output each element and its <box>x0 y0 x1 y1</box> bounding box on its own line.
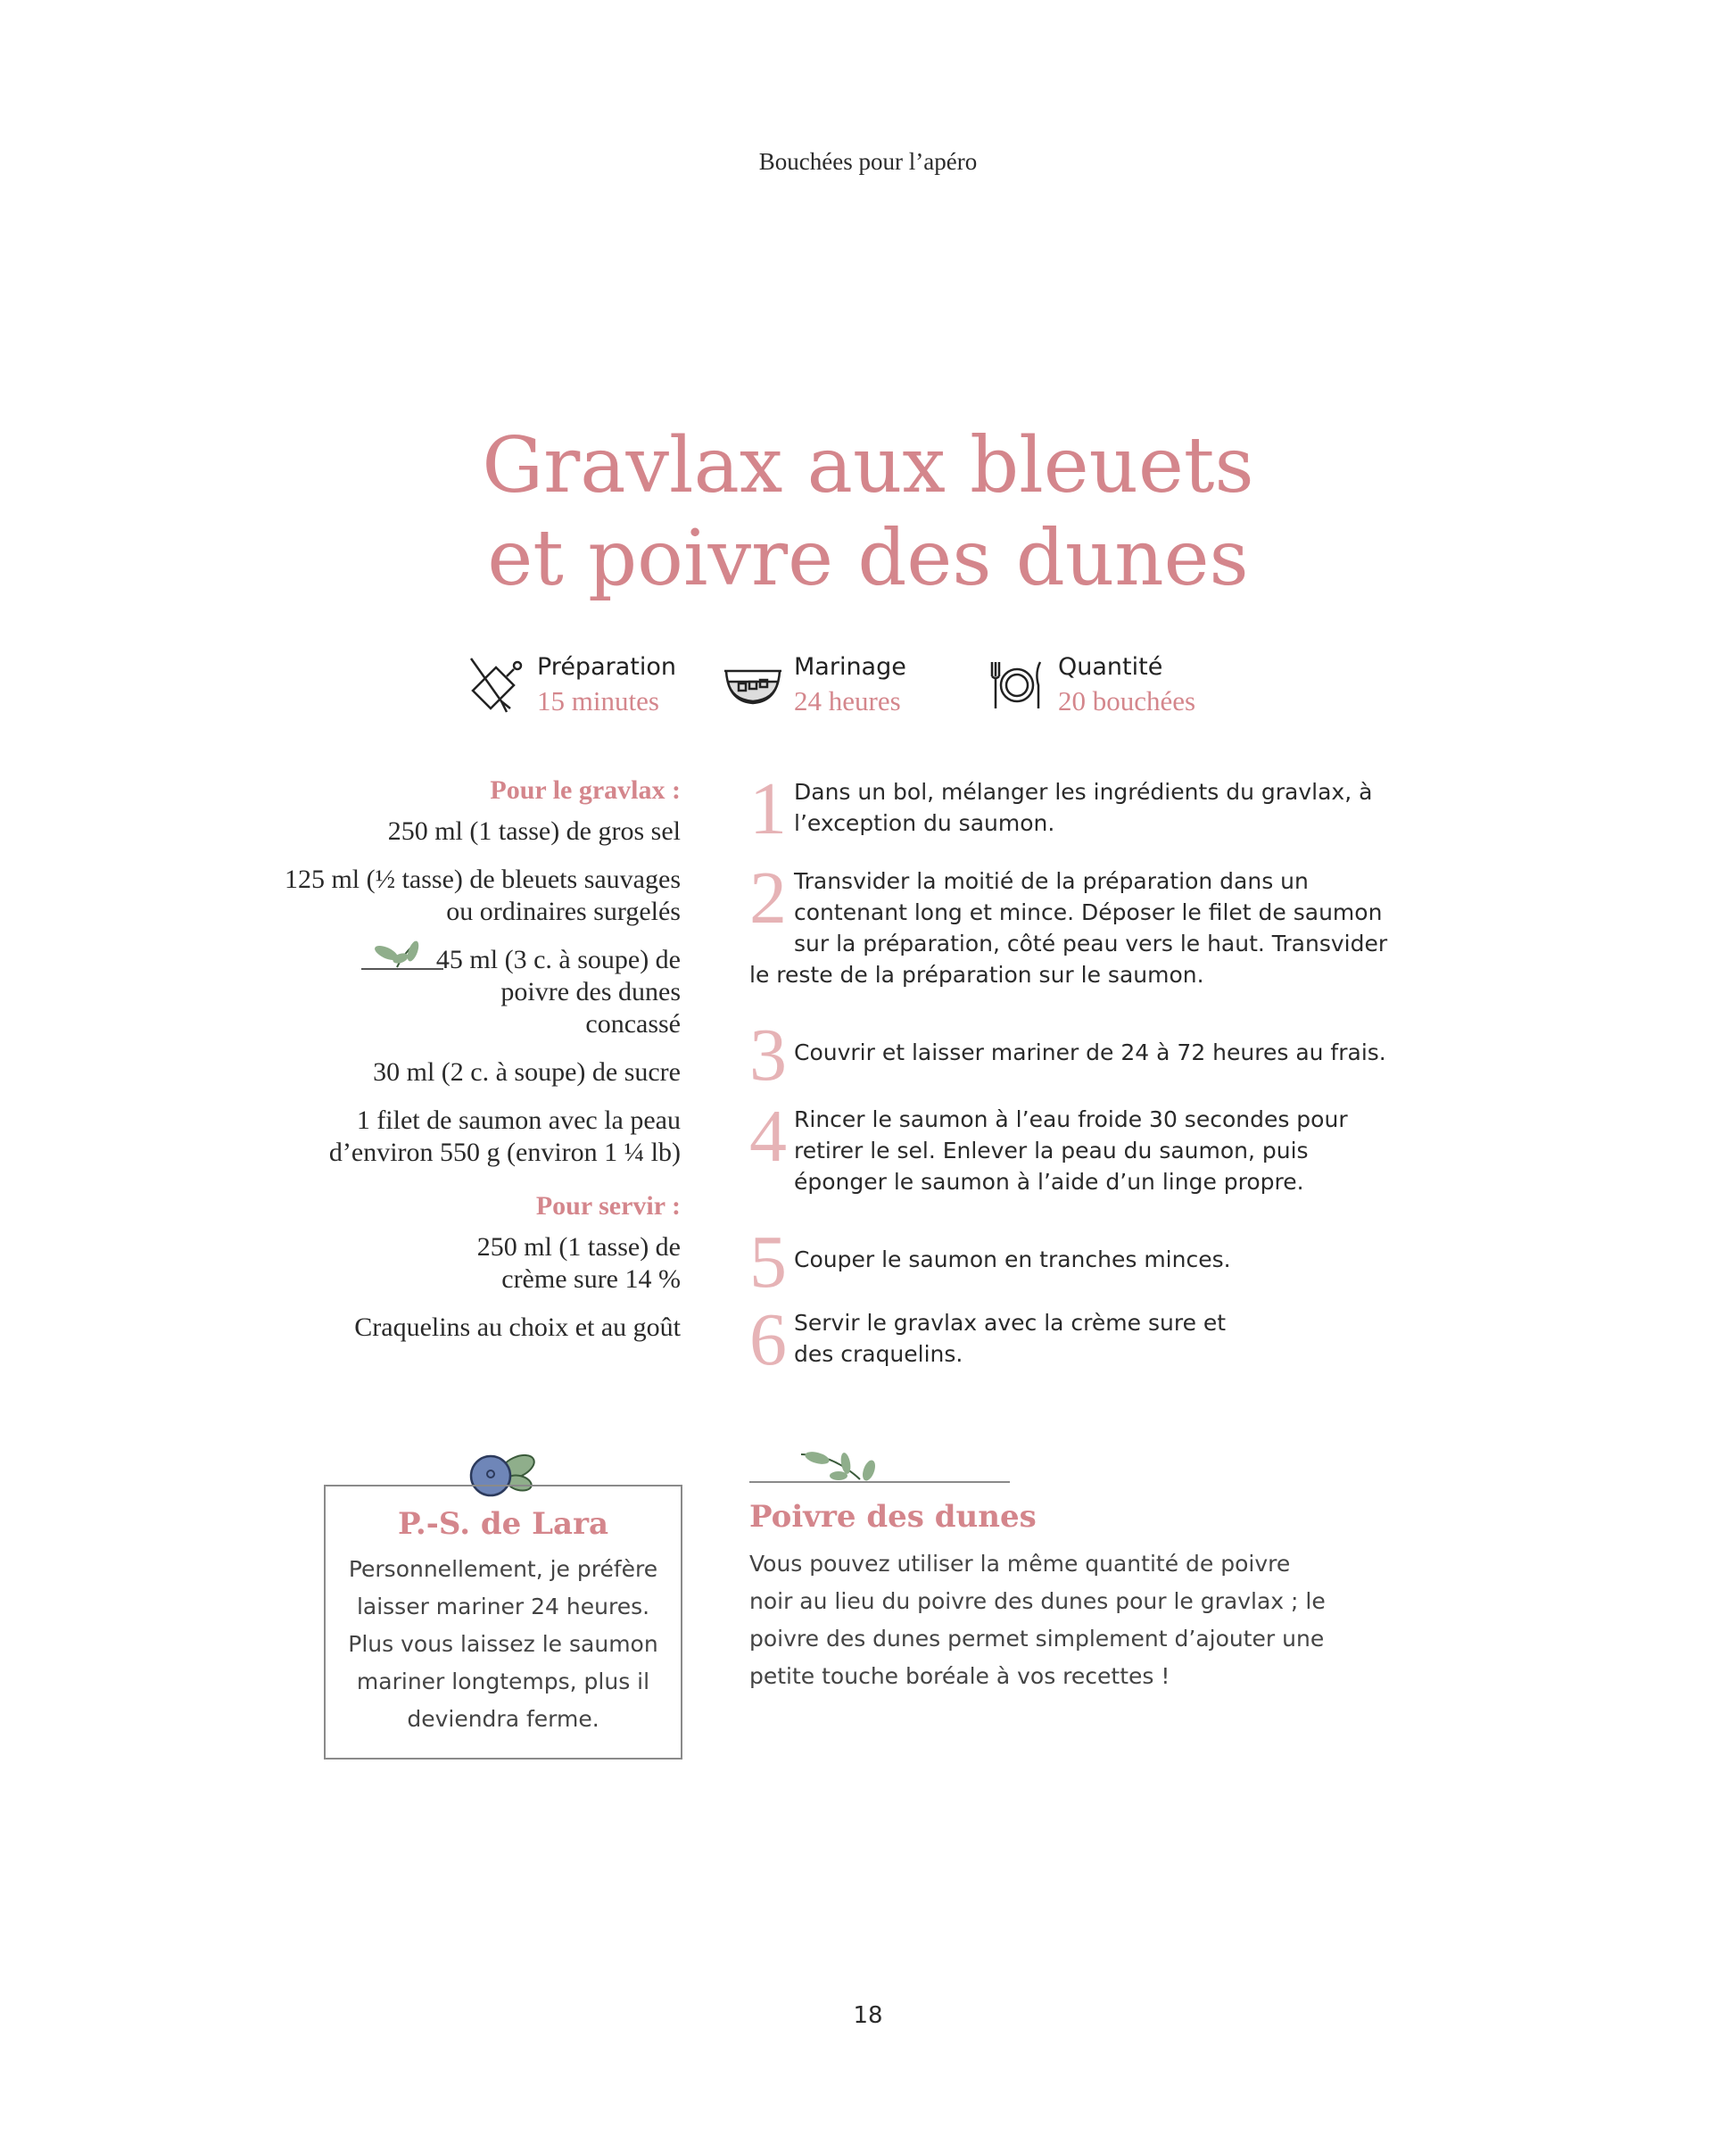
ingredient-item: Craquelins au choix et au goût <box>354 1313 681 1342</box>
step-4 <box>749 1095 1392 1197</box>
step-number: 5 <box>749 1221 787 1304</box>
step-number: 4 <box>749 1095 787 1178</box>
ingredients-heading-serve: Pour servir : <box>535 1191 681 1221</box>
ps-text: Personnellement, je préfère laisser mariner 24 heures. Plus vous laissez le saumon mariner longtemps, plus il deviendra ferme. <box>348 1556 658 1732</box>
running-head: Bouchées pour l’apéro <box>758 148 978 175</box>
step-number: 6 <box>749 1298 787 1381</box>
leaf-sprig-icon <box>798 1445 887 1485</box>
ingredient-item: 30 ml (2 c. à soupe) de sucre <box>373 1057 681 1087</box>
step-text: Dans un bol, mélanger les ingrédients du gravlax, à l’exception du saumon. <box>794 779 1373 836</box>
meta-value: 15 minutes <box>537 685 659 716</box>
step-text: Transvider la moitié de la préparation dans un contenant long et mince. Déposer le filet de saumon sur la préparation, côté peau vers le haut. Transvider le reste de la préparation sur le saumon. <box>749 868 1388 988</box>
step-number: 1 <box>749 767 787 850</box>
meta-label: Quantité <box>1058 653 1163 681</box>
title-line-2: et poivre des dunes <box>487 514 1249 603</box>
step-3 <box>749 1014 1392 1097</box>
ingredient-item: 250 ml (1 tasse) de crème sure 14 % <box>476 1232 681 1294</box>
step-number: 2 <box>749 857 787 940</box>
meta-preparation <box>466 651 676 719</box>
meta-marinage <box>723 651 906 719</box>
leaf-icon <box>361 937 443 973</box>
page-number: 18 <box>853 2002 883 2029</box>
ingredient-item: 1 filet de saumon avec la peau d’environ 550 g (environ 1 ¼ lb) <box>328 1105 681 1167</box>
step-text: Couper le saumon en tranches minces. <box>794 1246 1231 1272</box>
step-text: Rincer le saumon à l’eau froide 30 secondes pour retirer le sel. Enlever la peau du saumon, puis éponger le saumon à l’aide d’un linge propre. <box>794 1106 1348 1195</box>
ingredient-item: 125 ml (½ tasse) de bleuets sauvages ou ordinaires surgelés <box>284 865 681 926</box>
meta-value: 24 heures <box>794 685 901 716</box>
ingredients-list <box>268 774 681 1360</box>
meta-label: Préparation <box>537 653 676 681</box>
steps-list <box>749 767 1392 1396</box>
poivre-text: Vous pouvez utiliser la même quantité de poivre noir au lieu du poivre des dunes pour le gravlax ; le poivre des dunes permet simplement d’ajouter une petite touche boréale à vos recettes ! <box>749 1551 1326 1689</box>
meta-label: Marinage <box>794 653 906 681</box>
step-text: Servir le gravlax avec la crème sure et des craquelins. <box>794 1310 1227 1367</box>
poivre-heading: Poivre des dunes <box>749 1499 1037 1535</box>
step-number: 3 <box>749 1014 787 1097</box>
meta-value: 20 bouchées <box>1058 685 1196 716</box>
ingredient-item-with-leaf <box>268 944 681 1040</box>
ps-heading: P.-S. de Lara <box>397 1506 609 1542</box>
step-2 <box>749 857 1392 990</box>
ingredients-heading-gravlax: Pour le gravlax : <box>490 775 681 805</box>
title-line-1: Gravlax aux bleuets <box>482 421 1254 510</box>
step-1 <box>749 767 1392 850</box>
poivre-note <box>749 1445 1374 1695</box>
knife-cutting-board-icon <box>466 655 526 716</box>
meta-quantite <box>987 651 1195 719</box>
recipe-title <box>0 419 1736 605</box>
step-5 <box>749 1221 1392 1304</box>
bowl-icon <box>723 655 783 716</box>
step-text: Couvrir et laisser mariner de 24 à 72 heures au frais. <box>794 1039 1386 1065</box>
ps-box <box>324 1485 682 1760</box>
ingredient-text: 45 ml (3 c. à soupe) de poivre des dunes concassé <box>435 945 681 1039</box>
plate-cutlery-icon <box>987 655 1047 716</box>
step-6 <box>749 1298 1249 1381</box>
ingredient-item: 250 ml (1 tasse) de gros sel <box>387 816 681 846</box>
